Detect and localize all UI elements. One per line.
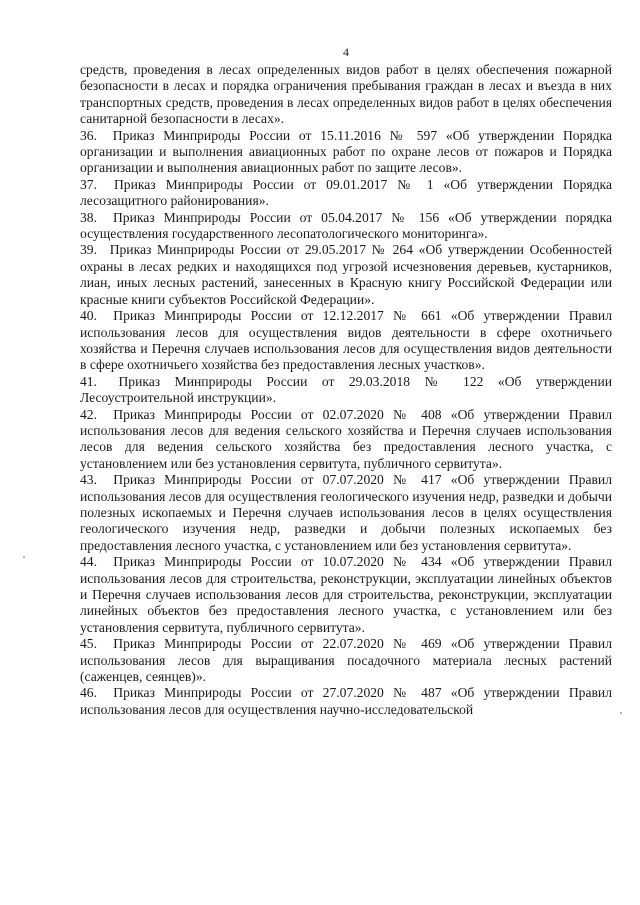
item-text: Приказ Минприроды России от 22.07.2020 № 469 «Об утверждении Правил использования лесов для выращивания посадочного материала лесных растений (саженцев, сеянцев)». (80, 636, 612, 685)
continuation-paragraph: средств, проведения в лесах определенных видов работ в целях обеспечения пожарной безопасности в лесах и порядка ограничения пребывания граждан в лесах и въезда в них транспортных средств, проведения в лесах определенных видов работ в целях обеспечения санитарной безопасности в лесах». (80, 62, 612, 127)
item-text: Приказ Минприроды России от 27.07.2020 № 487 «Об утверждении Правил использования лесов для осуществления научно-исследовательской (80, 685, 612, 717)
item-number: 38. (80, 209, 97, 225)
item-number: 39. (80, 242, 97, 258)
list-item-44 (80, 554, 612, 636)
list-item-41 (80, 374, 612, 407)
item-number: 42. (80, 406, 97, 422)
item-text: Приказ Минприроды России от 15.11.2016 № 597 «Об утверждении Порядка организации и выполнения авиационных работ по охране лесов от пожаров и Порядка организации и выполнения авиационных работ по защите лесов». (80, 127, 613, 176)
item-number: 43. (80, 472, 97, 488)
item-text: Приказ Минприроды России от 07.07.2020 № 417 «Об утверждении Правил использования лесов для осуществления геологического изучения недр, разведки и добычи полезных ископаемых и Перечня случаев использования лесов в целях осуществления геологического изучения недр, разведки и добычи полезных ископаемых без предоставления лесного участка, с установлением или без установления сервитута». (80, 472, 612, 553)
list-item-39 (80, 242, 612, 308)
list-item-40 (80, 308, 612, 374)
document-body (80, 62, 612, 718)
scan-speck (23, 556, 25, 558)
scan-speck (620, 712, 622, 714)
item-number: 46. (80, 685, 97, 701)
item-text: Приказ Минприроды России от 05.04.2017 № 156 «Об утверждении порядка осуществления государственного лесопатологического мониторинга». (80, 209, 612, 242)
item-number: 37. (80, 176, 97, 192)
item-number: 41. (80, 373, 97, 389)
item-number: 36. (80, 127, 97, 143)
item-text: Приказ Минприроды России от 29.05.2017 № 264 «Об утверждении Особенностей охраны в лесах редких и находящихся под угрозой исчезновения деревьев, кустарников, лиан, иных лесных растений, занесенных в Красную книгу Российской Федерации или красные книги субъектов Российской Федерации». (80, 242, 612, 307)
list-item-45 (80, 636, 612, 685)
item-number: 44. (80, 554, 97, 570)
item-text: Приказ Минприроды России от 10.07.2020 № 434 «Об утверждении Правил использования лесов для строительства, реконструкции, эксплуатации линейных объектов и Перечня случаев использования лесов для строительства, реконструкции, эксплуатации линейных объектов без предоставления лесного участка, с установлением или без установления сервитута, публичного сервитута». (80, 554, 612, 635)
list-item-37 (80, 177, 612, 210)
item-text: Приказ Минприроды России от 29.03.2018 № 122 «Об утверждении Лесоустроительной инструкции». (80, 373, 612, 406)
item-text: Приказ Минприроды России от 02.07.2020 № 408 «Об утверждении Правил использования лесов для ведения сельского хозяйства и Перечня случаев использования лесов для ведения сельского хозяйства без предоставления лесного участка, с установлением или без установления сервитута, публичного сервитута». (80, 406, 612, 471)
list-item-46 (80, 685, 612, 718)
item-number: 45. (80, 636, 97, 652)
list-item-42 (80, 407, 612, 473)
item-text: Приказ Минприроды России от 12.12.2017 № 661 «Об утверждении Правил использования лесов для осуществления видов деятельности в сфере охотничьего хозяйства и Перечня случаев использования лесов для осуществления видов деятельности в сфере охотничьего хозяйства без предоставления лесных участков». (80, 308, 612, 373)
page-number: 4 (343, 45, 349, 59)
list-item-36 (80, 128, 612, 177)
list-item-38 (80, 210, 612, 243)
item-number: 40. (80, 308, 97, 324)
item-text: Приказ Минприроды России от 09.01.2017 № 1 «Об утверждении Порядка лесозащитного районирования». (80, 176, 612, 209)
list-item-43 (80, 472, 612, 554)
